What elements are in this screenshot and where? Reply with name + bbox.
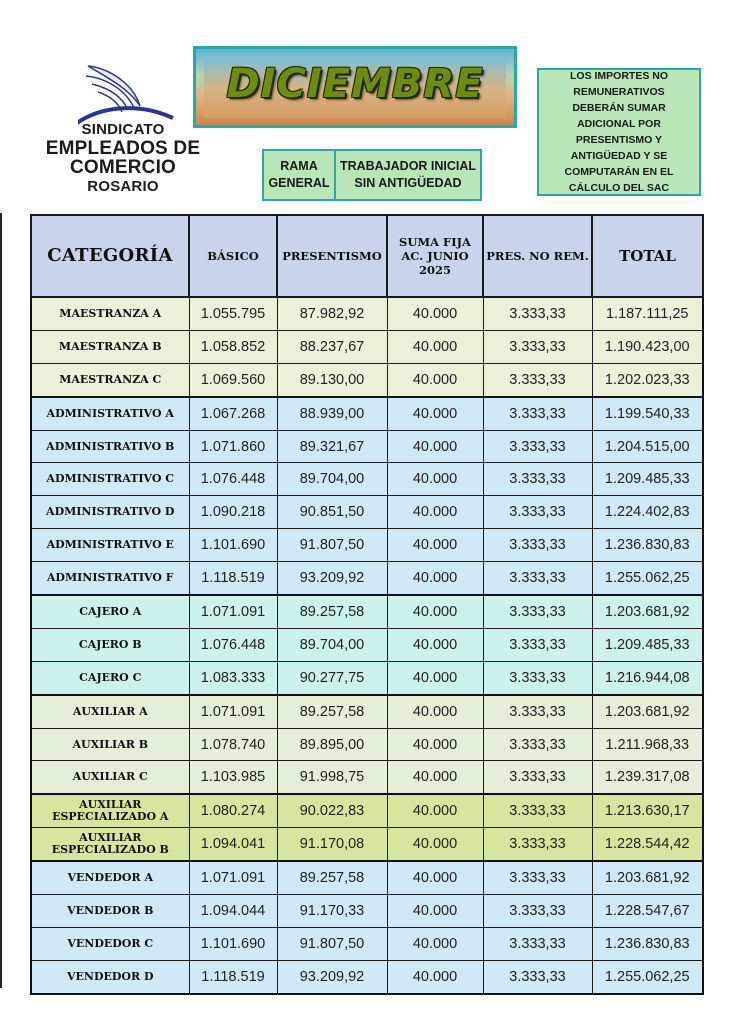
cell-suma-fija: 40.000 — [387, 628, 483, 661]
cell-categoria: VENDEDOR C — [31, 927, 189, 960]
cell-pres-no-rem: 3.333,33 — [483, 794, 592, 827]
cell-total: 1.228.544,42 — [592, 828, 703, 861]
cell-basico: 1.094.041 — [189, 828, 277, 861]
cell-pres-no-rem: 3.333,33 — [483, 828, 592, 861]
salary-table — [30, 214, 704, 995]
cell-basico: 1.094.044 — [189, 895, 277, 928]
cell-categoria: CAJERO B — [31, 628, 189, 661]
cell-categoria: CAJERO C — [31, 661, 189, 694]
cell-total: 1.203.681,92 — [592, 861, 703, 894]
cell-presentismo: 91.807,50 — [277, 927, 387, 960]
header-suma-fija: SUMA FIJA AC. JUNIO 2025 — [387, 215, 483, 297]
month-banner — [193, 46, 517, 128]
table-row — [31, 330, 703, 363]
banner-title: DICIEMBRE — [226, 61, 484, 107]
cell-suma-fija: 40.000 — [387, 927, 483, 960]
cell-pres-no-rem: 3.333,33 — [483, 628, 592, 661]
cell-total: 1.255.062,25 — [592, 960, 703, 993]
cell-pres-no-rem: 3.333,33 — [483, 595, 592, 628]
cell-total: 1.211.968,33 — [592, 728, 703, 761]
cell-total: 1.236.830,83 — [592, 529, 703, 562]
cell-suma-fija: 40.000 — [387, 661, 483, 694]
cell-categoria: VENDEDOR D — [31, 960, 189, 993]
cell-total: 1.203.681,92 — [592, 595, 703, 628]
salary-table-wrapper — [30, 214, 702, 995]
cell-total: 1.224.402,83 — [592, 496, 703, 529]
cell-total: 1.204.515,00 — [592, 430, 703, 463]
cell-categoria: AUXILIAR ESPECIALIZADO B — [31, 828, 189, 861]
cell-categoria: CAJERO A — [31, 595, 189, 628]
cell-presentismo: 89.257,58 — [277, 695, 387, 728]
cell-categoria: ADMINISTRATIVO A — [31, 397, 189, 430]
cell-total: 1.190.423,00 — [592, 330, 703, 363]
table-row — [31, 728, 703, 761]
cell-total: 1.209.485,33 — [592, 463, 703, 496]
cell-categoria: AUXILIAR C — [31, 761, 189, 794]
table-row — [31, 397, 703, 430]
cell-total: 1.199.540,33 — [592, 397, 703, 430]
cell-basico: 1.071.091 — [189, 861, 277, 894]
cell-suma-fija: 40.000 — [387, 728, 483, 761]
table-row — [31, 628, 703, 661]
cell-categoria: MAESTRANZA B — [31, 330, 189, 363]
table-row — [31, 430, 703, 463]
cell-suma-fija: 40.000 — [387, 529, 483, 562]
table-row — [31, 794, 703, 827]
cell-total: 1.209.485,33 — [592, 628, 703, 661]
cell-presentismo: 89.321,67 — [277, 430, 387, 463]
table-row — [31, 927, 703, 960]
cell-basico: 1.118.519 — [189, 562, 277, 595]
cell-pres-no-rem: 3.333,33 — [483, 496, 592, 529]
cell-pres-no-rem: 3.333,33 — [483, 397, 592, 430]
header-pres-no-rem: PRES. NO REM. — [483, 215, 592, 297]
cell-presentismo: 91.807,50 — [277, 529, 387, 562]
cell-presentismo: 89.257,58 — [277, 595, 387, 628]
cell-suma-fija: 40.000 — [387, 463, 483, 496]
cell-categoria: VENDEDOR A — [31, 861, 189, 894]
logo-line-2: EMPLEADOS DE COMERCIO — [45, 138, 201, 178]
cell-basico: 1.078.740 — [189, 728, 277, 761]
cell-basico: 1.076.448 — [189, 463, 277, 496]
cell-suma-fija: 40.000 — [387, 895, 483, 928]
cell-basico: 1.071.091 — [189, 695, 277, 728]
cell-pres-no-rem: 3.333,33 — [483, 927, 592, 960]
trabajador-label: TRABAJADOR INICIAL SIN ANTIGÜEDAD — [339, 159, 477, 190]
logo-line-1: SINDICATO — [81, 121, 165, 138]
cell-pres-no-rem: 3.333,33 — [483, 695, 592, 728]
table-header-row — [31, 215, 703, 297]
table-row — [31, 297, 703, 330]
cell-pres-no-rem: 3.333,33 — [483, 363, 592, 396]
cell-categoria: AUXILIAR ESPECIALIZADO A — [31, 794, 189, 827]
cell-pres-no-rem: 3.333,33 — [483, 562, 592, 595]
union-name — [28, 120, 218, 196]
cell-suma-fija: 40.000 — [387, 562, 483, 595]
cell-suma-fija: 40.000 — [387, 960, 483, 993]
cell-suma-fija: 40.000 — [387, 861, 483, 894]
cell-suma-fija: 40.000 — [387, 330, 483, 363]
cell-categoria: AUXILIAR A — [31, 695, 189, 728]
cell-categoria: AUXILIAR B — [31, 728, 189, 761]
left-border-line — [0, 213, 2, 988]
cell-presentismo: 90.851,50 — [277, 496, 387, 529]
table-row — [31, 861, 703, 894]
cell-suma-fija: 40.000 — [387, 496, 483, 529]
cell-total: 1.213.630,17 — [592, 794, 703, 827]
cell-presentismo: 89.257,58 — [277, 861, 387, 894]
cell-total: 1.228.547,67 — [592, 895, 703, 928]
cell-suma-fija: 40.000 — [387, 430, 483, 463]
cell-total: 1.216.944,08 — [592, 661, 703, 694]
table-row — [31, 363, 703, 396]
cell-suma-fija: 40.000 — [387, 363, 483, 396]
table-row — [31, 895, 703, 928]
cell-categoria: ADMINISTRATIVO D — [31, 496, 189, 529]
table-row — [31, 595, 703, 628]
cell-total: 1.239.317,08 — [592, 761, 703, 794]
cell-presentismo: 93.209,92 — [277, 562, 387, 595]
cell-total: 1.236.830,83 — [592, 927, 703, 960]
table-row — [31, 463, 703, 496]
cell-presentismo: 89.704,00 — [277, 463, 387, 496]
cell-basico: 1.069.560 — [189, 363, 277, 396]
cell-suma-fija: 40.000 — [387, 297, 483, 330]
cell-suma-fija: 40.000 — [387, 761, 483, 794]
cell-categoria: MAESTRANZA C — [31, 363, 189, 396]
cell-presentismo: 90.022,83 — [277, 794, 387, 827]
importes-note: LOS IMPORTES NO REMUNERATIVOS DEBERÁN SUMAR ADICIONAL POR PRESENTISMO Y ANTIGÜEDAD Y SE COMPUTARÁN EN EL CÁLCULO DEL SAC — [537, 68, 701, 196]
cell-basico: 1.101.690 — [189, 927, 277, 960]
cell-pres-no-rem: 3.333,33 — [483, 463, 592, 496]
cell-basico: 1.083.333 — [189, 661, 277, 694]
cell-total: 1.202.023,33 — [592, 363, 703, 396]
cell-pres-no-rem: 3.333,33 — [483, 297, 592, 330]
cell-presentismo: 88.939,00 — [277, 397, 387, 430]
cell-suma-fija: 40.000 — [387, 828, 483, 861]
header-presentismo: PRESENTISMO — [277, 215, 387, 297]
cell-basico: 1.103.985 — [189, 761, 277, 794]
table-body — [31, 297, 703, 994]
cell-categoria: ADMINISTRATIVO F — [31, 562, 189, 595]
cell-categoria: ADMINISTRATIVO B — [31, 430, 189, 463]
cell-categoria: ADMINISTRATIVO E — [31, 529, 189, 562]
header-basico: BÁSICO — [189, 215, 277, 297]
cell-basico: 1.067.268 — [189, 397, 277, 430]
table-row — [31, 661, 703, 694]
table-row — [31, 828, 703, 861]
rama-label: RAMA GENERAL — [264, 151, 336, 199]
cell-basico: 1.071.860 — [189, 430, 277, 463]
cell-pres-no-rem: 3.333,33 — [483, 430, 592, 463]
cell-suma-fija: 40.000 — [387, 397, 483, 430]
cell-presentismo: 91.170,08 — [277, 828, 387, 861]
cell-pres-no-rem: 3.333,33 — [483, 529, 592, 562]
cell-total: 1.187.111,25 — [592, 297, 703, 330]
cell-basico: 1.055.795 — [189, 297, 277, 330]
cell-basico: 1.058.852 — [189, 330, 277, 363]
cell-basico: 1.076.448 — [189, 628, 277, 661]
cell-presentismo: 87.982,92 — [277, 297, 387, 330]
cell-total: 1.255.062,25 — [592, 562, 703, 595]
cell-presentismo: 91.170,33 — [277, 895, 387, 928]
logo-line-3: ROSARIO — [87, 178, 159, 195]
cell-suma-fija: 40.000 — [387, 595, 483, 628]
cell-basico: 1.090.218 — [189, 496, 277, 529]
cell-presentismo: 89.704,00 — [277, 628, 387, 661]
cell-basico: 1.071.091 — [189, 595, 277, 628]
cell-categoria: MAESTRANZA A — [31, 297, 189, 330]
cell-suma-fija: 40.000 — [387, 695, 483, 728]
cell-presentismo: 89.130,00 — [277, 363, 387, 396]
wing-logo-icon — [78, 58, 178, 128]
cell-presentismo: 88.237,67 — [277, 330, 387, 363]
cell-presentismo: 89.895,00 — [277, 728, 387, 761]
cell-basico: 1.101.690 — [189, 529, 277, 562]
table-row — [31, 960, 703, 993]
cell-pres-no-rem: 3.333,33 — [483, 330, 592, 363]
table-row — [31, 562, 703, 595]
rama-box — [262, 149, 482, 201]
table-row — [31, 496, 703, 529]
cell-presentismo: 90.277,75 — [277, 661, 387, 694]
cell-pres-no-rem: 3.333,33 — [483, 861, 592, 894]
table-row — [31, 529, 703, 562]
table-row — [31, 695, 703, 728]
cell-pres-no-rem: 3.333,33 — [483, 895, 592, 928]
cell-pres-no-rem: 3.333,33 — [483, 728, 592, 761]
cell-categoria: ADMINISTRATIVO C — [31, 463, 189, 496]
cell-basico: 1.080.274 — [189, 794, 277, 827]
cell-pres-no-rem: 3.333,33 — [483, 960, 592, 993]
cell-pres-no-rem: 3.333,33 — [483, 761, 592, 794]
cell-presentismo: 91.998,75 — [277, 761, 387, 794]
header-total: TOTAL — [592, 215, 703, 297]
cell-presentismo: 93.209,92 — [277, 960, 387, 993]
table-row — [31, 761, 703, 794]
cell-pres-no-rem: 3.333,33 — [483, 661, 592, 694]
cell-total: 1.203.681,92 — [592, 695, 703, 728]
header-categoria: CATEGORÍA — [31, 215, 189, 297]
cell-categoria: VENDEDOR B — [31, 895, 189, 928]
cell-suma-fija: 40.000 — [387, 794, 483, 827]
cell-basico: 1.118.519 — [189, 960, 277, 993]
